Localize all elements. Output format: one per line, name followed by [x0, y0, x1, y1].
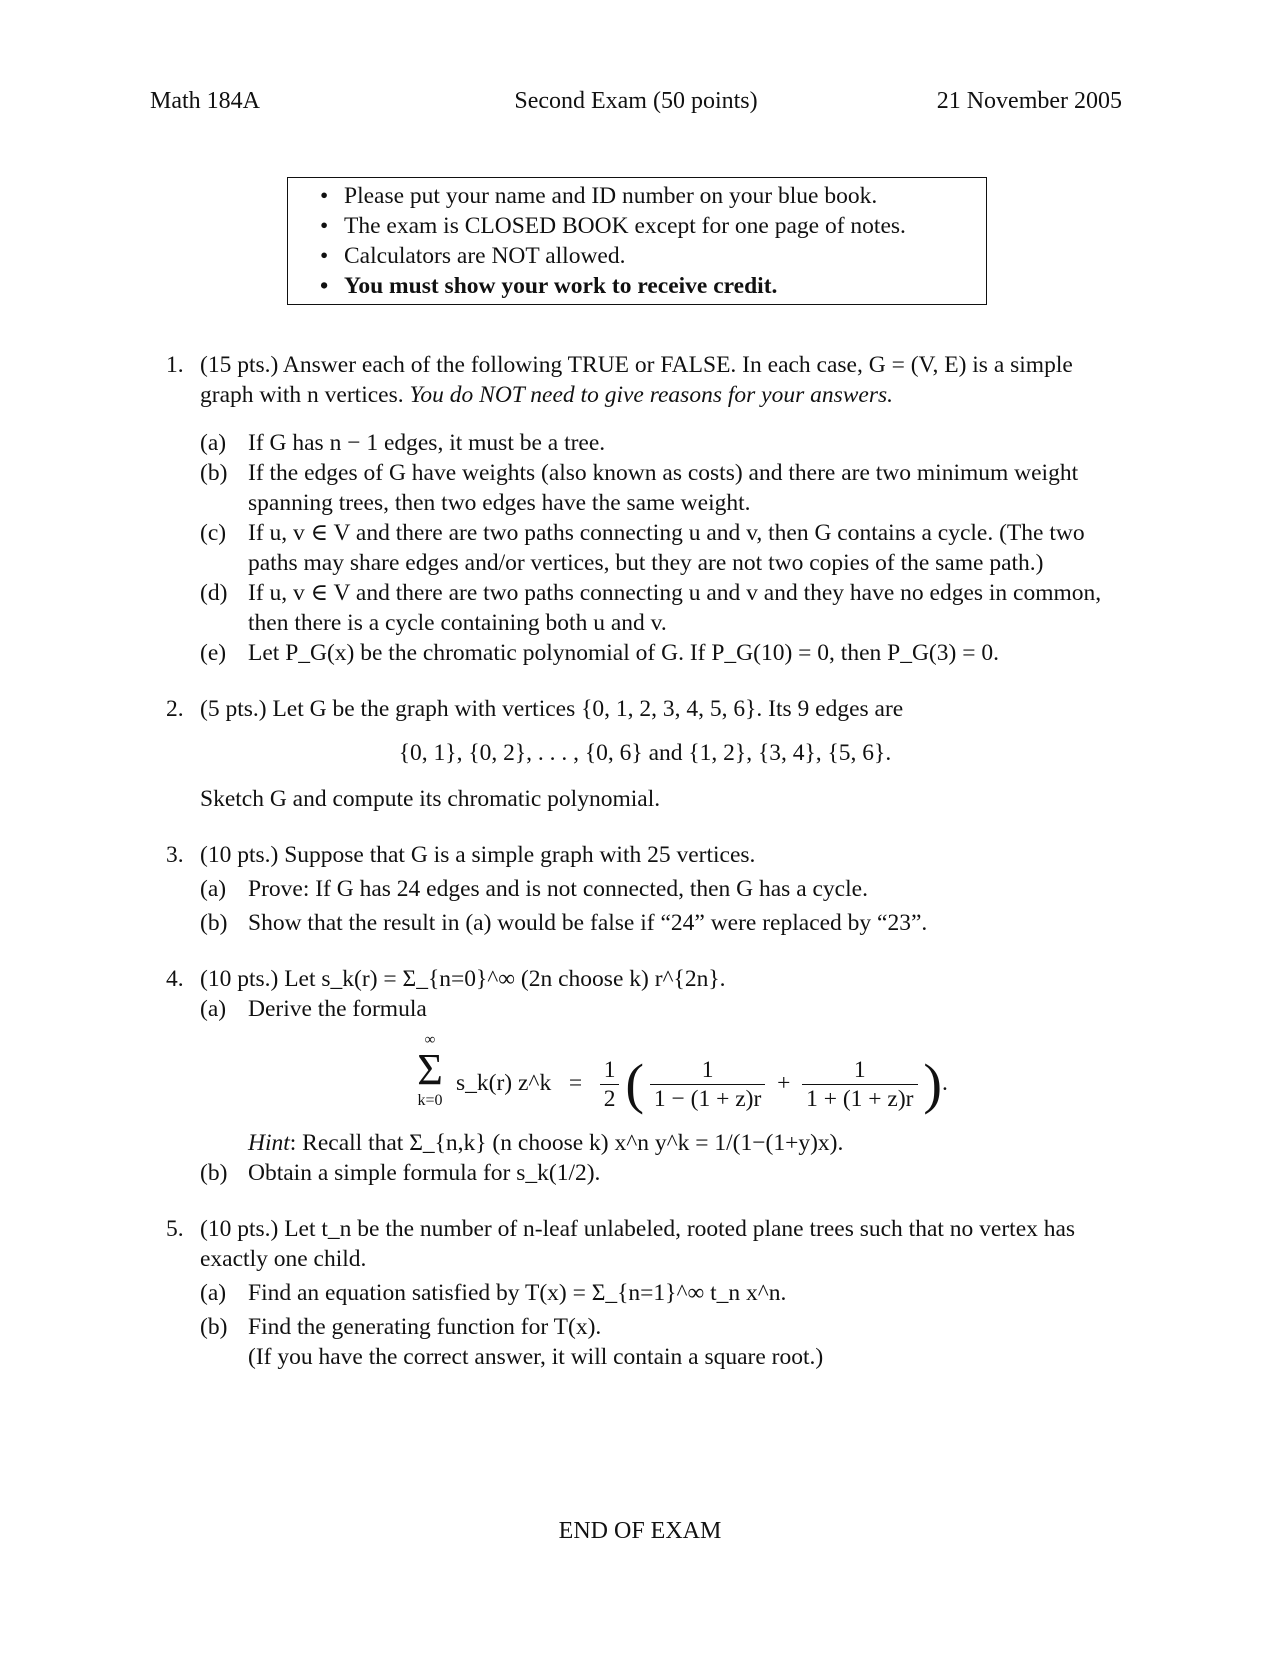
part-text: Let P_G(x) be the chromatic polynomial of G. If P_G(10) = 0, then P_G(3) = 0. — [248, 640, 999, 666]
fraction-two: $\frac{1}{1 + (1 + z)r}$ — [802, 1056, 917, 1113]
part-label: (e) — [200, 640, 227, 666]
part-label: (a) — [200, 876, 227, 902]
problem-number: 1. — [166, 352, 184, 378]
part-label: (c) — [200, 520, 227, 546]
problem-part — [200, 1312, 1124, 1342]
problem-points: (10 pts.) — [200, 842, 279, 868]
problem-part — [200, 874, 1124, 904]
problem-points: (5 pts.) — [200, 696, 267, 722]
problem-statement — [200, 840, 1124, 870]
exam-title: Second Exam (50 points) — [514, 88, 758, 114]
exam-date: 21 November 2005 — [936, 88, 1122, 114]
instruction-item: • Please put your name and ID number on your blue book. — [320, 181, 986, 211]
problem-part — [200, 908, 1124, 938]
problem-points: (15 pts.) — [200, 352, 279, 378]
problem-number: 2. — [166, 696, 184, 722]
part-text: Derive the formula — [248, 996, 427, 1022]
end-of-exam: END OF EXAM — [558, 1518, 722, 1544]
problem-4 — [166, 964, 1124, 1188]
part-text: If the edges of G have weights (also known as costs) and there are two minimum weight spanning trees, then two edges have the same weight. — [248, 460, 1079, 516]
problem-remark: (If you have the correct answer, it will contain a square root.) — [248, 1344, 824, 1370]
part-text: Find the generating function for T(x). — [248, 1314, 602, 1340]
problem-5 — [166, 1214, 1124, 1372]
problem-note: You do NOT need to give reasons for your answers. — [409, 382, 894, 408]
part-label: (b) — [200, 910, 228, 936]
part-text: Show that the result in (a) would be false if “24” were replaced by “23”. — [248, 910, 928, 936]
summation-symbol: ∞ Σ k=0 — [410, 1032, 450, 1110]
problem-points: (10 pts.) — [200, 1216, 279, 1242]
problem-2 — [166, 694, 1124, 814]
part-label: (d) — [200, 580, 228, 606]
problem-statement — [200, 964, 1124, 994]
part-text: Obtain a simple formula for s_k(1/2). — [248, 1160, 601, 1186]
sum-lower-limit: k=0 — [417, 1092, 443, 1109]
problem-number: 5. — [166, 1216, 184, 1242]
hint — [200, 1128, 1124, 1158]
instructions-box — [287, 177, 987, 305]
problem-part — [200, 638, 1124, 668]
part-text: Prove: If G has 24 edges and is not connected, then G has a cycle. — [248, 876, 868, 902]
hint-label: Hint — [248, 1130, 290, 1156]
sum-upper-limit: ∞ — [424, 1032, 436, 1048]
problem-text: Answer each of the following TRUE or FALSE. In each case, G = (V, E) is a simple graph with n vertices. — [200, 352, 1073, 408]
problem-statement — [200, 694, 1124, 724]
part-text: If G has n − 1 edges, it must be a tree. — [248, 430, 606, 456]
problem-text: Let t_n be the number of n-leaf unlabeled, rooted plane trees such that no vertex has exactly one child. — [200, 1216, 1076, 1272]
formula-expression: s_k(r) z^k = $\frac{1}{2}$ ( $\frac{1}{1 - (1 + z)r}$ + $\frac{1}{1 + (1 + z)r}$ ). — [456, 1053, 948, 1116]
instruction-item: • Calculators are NOT allowed. — [320, 241, 986, 271]
problem-text: Let s_k(r) = Σ_{n=0}^∞ (2n choose k) r^{2n}. — [284, 966, 726, 992]
part-label: (b) — [200, 1160, 228, 1186]
part-text: If u, v ∈ V and there are two paths connecting u and v, then G contains a cycle. (The two paths may share edges and/or vertices, but they are not two copies of the same path.) — [248, 520, 1085, 576]
exam-header — [150, 88, 1122, 122]
problem-list — [166, 350, 1124, 1372]
problem-part — [200, 428, 1124, 458]
instruction-item: • You must show your work to receive credit. — [320, 271, 986, 301]
problem-parts — [200, 428, 1124, 668]
hint-text: : Recall that Σ_{n,k} (n choose k) x^n y^k = 1/(1−(1+y)x). — [289, 1130, 844, 1156]
problem-statement — [200, 350, 1124, 410]
problem-1 — [166, 350, 1124, 668]
course-name: Math 184A — [150, 88, 260, 114]
part-label: (a) — [200, 1280, 227, 1306]
part-label: (a) — [200, 996, 227, 1022]
problem-points: (10 pts.) — [200, 966, 279, 992]
part-text: Find an equation satisfied by T(x) = Σ_{n=1}^∞ t_n x^n. — [248, 1280, 787, 1306]
problem-number: 4. — [166, 966, 184, 992]
problem-part — [200, 518, 1124, 578]
problem-text: Suppose that G is a simple graph with 25 vertices. — [284, 842, 756, 868]
problem-statement — [200, 1214, 1124, 1274]
edge-list: {0, 1}, {0, 2}, . . . , {0, 6} and {1, 2}, {3, 4}, {5, 6}. — [398, 740, 892, 766]
problem-part — [200, 1278, 1124, 1308]
generating-function-formula — [200, 1032, 1124, 1124]
problem-part — [200, 1158, 1124, 1188]
problem-task: Sketch G and compute its chromatic polynomial. — [200, 786, 661, 812]
fraction-one: $\frac{1}{1 - (1 + z)r}$ — [650, 1056, 765, 1113]
problem-part — [200, 458, 1124, 518]
instruction-item: • The exam is CLOSED BOOK except for one page of notes. — [320, 211, 986, 241]
part-text: If u, v ∈ V and there are two paths connecting u and v and they have no edges in common, then there is a cycle containing both u and v. — [248, 580, 1102, 636]
part-label: (b) — [200, 460, 228, 486]
part-label: (a) — [200, 430, 227, 456]
problem-part — [200, 578, 1124, 638]
problem-part — [200, 994, 1124, 1024]
problem-text: Let G be the graph with vertices {0, 1, 2, 3, 4, 5, 6}. Its 9 edges are — [272, 696, 904, 722]
half-fraction: $\frac{1}{2}$ — [600, 1056, 620, 1113]
problem-3 — [166, 840, 1124, 938]
formula-lhs: s_k(r) z^k — [456, 1069, 552, 1096]
problem-number: 3. — [166, 842, 184, 868]
part-label: (b) — [200, 1314, 228, 1340]
